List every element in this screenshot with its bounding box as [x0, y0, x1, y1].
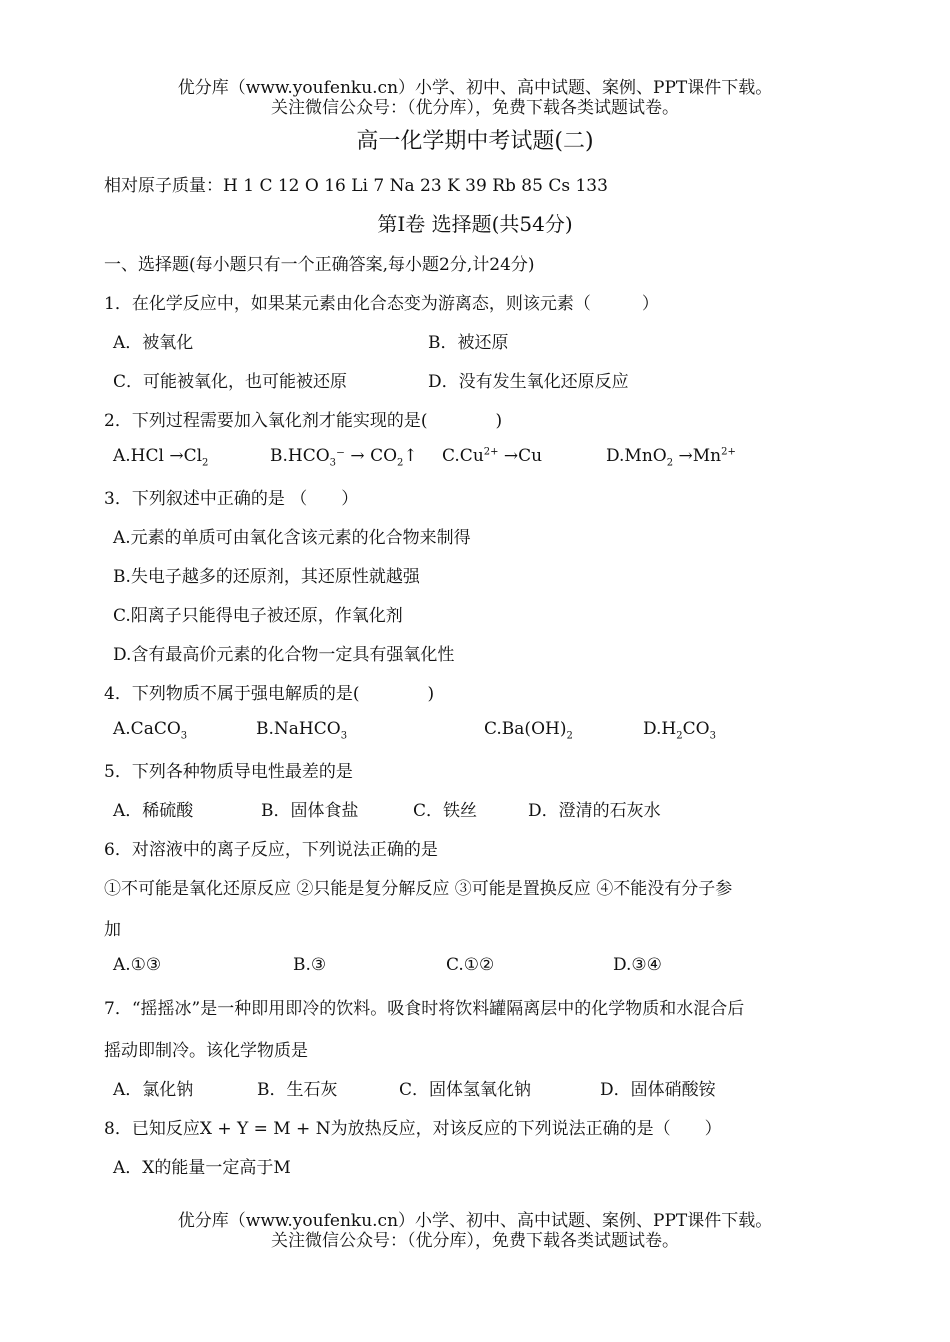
question-4-stem: 4．下列物质不属于强电解质的是( ): [104, 684, 435, 704]
question-2-option-b: $B.HCO_3^-$ → $CO_2↑$: [270, 446, 418, 469]
question-3-option-d: D.含有最高价元素的化合物一定具有强氧化性: [113, 645, 455, 665]
question-3-option-a: A.元素的单质可由氧化含该元素的化合物来制得: [113, 528, 471, 548]
question-4-option-c: $C.Ba(OH)_2$: [484, 719, 573, 742]
question-5-option-d: D．澄清的石灰水: [528, 801, 661, 821]
question-5-stem: 5．下列各种物质导电性最差的是: [104, 762, 353, 782]
footer-line-2: 关注微信公众号：（优分库），免费下载各类试题试卷。: [271, 1231, 679, 1251]
question-6-option-c: C.①②: [446, 955, 495, 975]
question-8-option-a: A．X的能量一定高于M: [113, 1158, 291, 1178]
question-5-option-c: C．铁丝: [413, 801, 478, 821]
question-4-option-b: B.NaHCO$_3$: [256, 719, 348, 742]
question-6-option-d: D.③④: [613, 955, 662, 975]
question-2-stem: 2．下列过程需要加入氧化剂才能实现的是( ): [104, 411, 503, 431]
question-1-option-c: C．可能被氧化，也可能被还原: [113, 372, 348, 392]
page-title: 高一化学期中考试题(二): [356, 129, 594, 154]
question-3-option-b: B.失电子越多的还原剂，其还原性就越强: [113, 567, 420, 587]
question-4-option-d: $D.H_2CO_3$: [643, 719, 716, 742]
question-6-statements-cont: 加: [104, 920, 121, 940]
question-5-option-a: A．稀硫酸: [113, 801, 194, 821]
header-line-1: 优分库（www.youfenku.cn）小学、初中、高中试题、案例、PPT课件下载。: [177, 78, 773, 98]
part-heading: 一、选择题(每小题只有一个正确答案,每小题2分,计24分): [104, 255, 535, 275]
question-7-option-a: A．氯化钠: [113, 1080, 194, 1100]
question-1-option-a: A．被氧化: [113, 333, 194, 353]
question-3-option-c: C.阳离子只能得电子被还原，作氧化剂: [113, 606, 403, 626]
question-8-stem: 8．已知反应X + Y = M + N为放热反应，对该反应的下列说法正确的是（ ）: [104, 1119, 722, 1139]
question-1-option-d: D．没有发生氧化还原反应: [428, 372, 629, 392]
question-6-stem: 6．对溶液中的离子反应，下列说法正确的是: [104, 840, 438, 860]
question-7-option-c: C．固体氢氧化钠: [399, 1080, 532, 1100]
question-5-option-b: B．固体食盐: [261, 801, 359, 821]
atomic-masses: 相对原子质量：H 1 C 12 O 16 Li 7 Na 23 K 39 Rb 85 Cs 133: [104, 176, 608, 196]
question-6-option-a: A.①③: [113, 955, 162, 975]
header-line-2: 关注微信公众号：（优分库），免费下载各类试题试卷。: [271, 98, 679, 118]
question-7-stem: 7．“摇摇冰”是一种即用即冷的饮料。吸食时将饮料罐隔离层中的化学物质和水混合后: [104, 999, 745, 1019]
question-1-stem: 1．在化学反应中，如果某元素由化合态变为游离态，则该元素（ ）: [104, 294, 659, 314]
question-7-option-d: D．固体硝酸铵: [600, 1080, 716, 1100]
question-6-statements: ①不可能是氧化还原反应 ②只能是复分解反应 ③可能是置换反应 ④不能没有分子参: [104, 879, 733, 899]
question-3-stem: 3．下列叙述中正确的是 （ ）: [104, 489, 359, 509]
question-6-option-b: B.③: [293, 955, 327, 975]
question-7-stem-cont: 摇动即制冷。该化学物质是: [104, 1041, 308, 1061]
question-4-option-a: A.CaCO$_3$: [113, 719, 188, 742]
question-2-option-c: $C.Cu^{2+} \to Cu$: [442, 446, 543, 466]
question-2-option-a: $A.HCl \to Cl_2$: [113, 446, 209, 469]
question-2-option-d: $D.MnO_2 \to Mn^{2+}$: [606, 446, 736, 469]
question-1-option-b: B．被还原: [428, 333, 509, 353]
footer-line-1: 优分库（www.youfenku.cn）小学、初中、高中试题、案例、PPT课件下载。: [177, 1211, 773, 1231]
question-7-option-b: B．生石灰: [257, 1080, 338, 1100]
section-title: 第Ⅰ卷 选择题(共54分): [377, 212, 573, 236]
